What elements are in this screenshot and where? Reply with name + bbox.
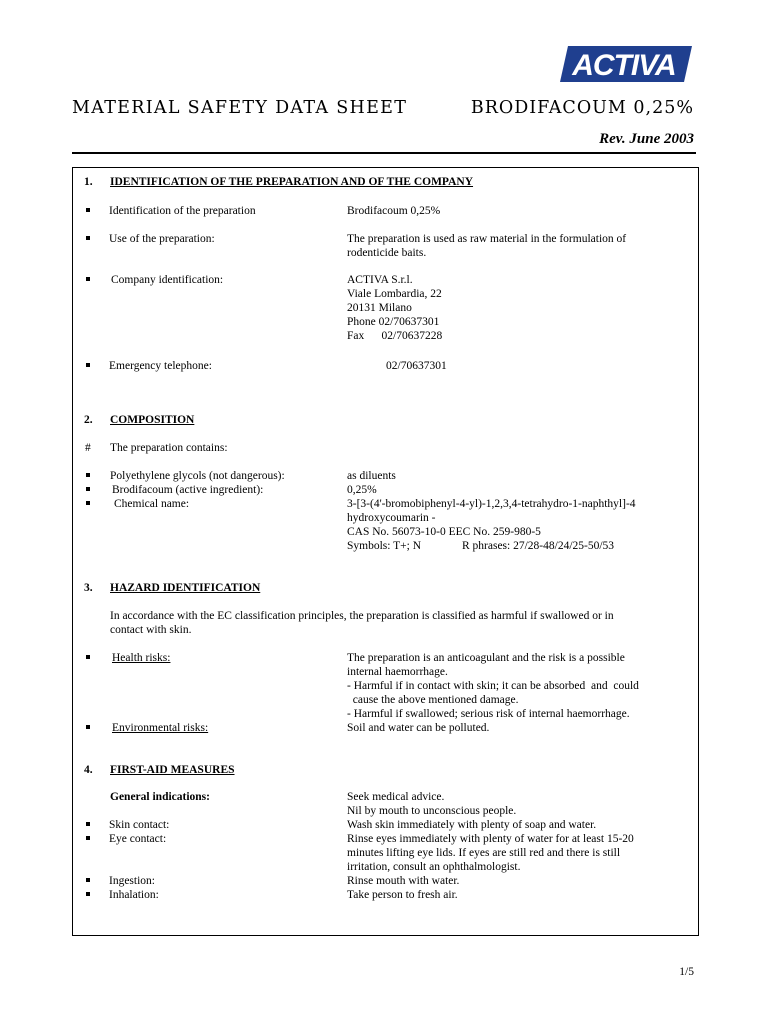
bullet: [86, 725, 90, 729]
company-phone: Phone 02/70637301: [347, 316, 440, 328]
s1-identification-label: Identification of the preparation: [109, 205, 256, 217]
logo-text: ACTIVA: [572, 49, 676, 82]
s2-chemical-label: Chemical name:: [114, 498, 190, 510]
s4-eye-line: irritation, consult an ophthalmologist.: [347, 861, 521, 873]
s4-general-line: Nil by mouth to unconscious people.: [347, 805, 517, 817]
s2-brodifacoum-value: 0,25%: [347, 484, 377, 496]
s1-company-label: Company identification:: [111, 274, 224, 286]
bullet: [86, 473, 90, 477]
s1-use-value-line: rodenticide baits.: [347, 247, 427, 259]
revision-date: Rev. June 2003: [599, 131, 694, 147]
header-rule: [72, 152, 696, 154]
s2-rphrases: R phrases: 27/28-48/24/25-50/53: [462, 540, 615, 552]
bullet: [86, 487, 90, 491]
s2-chemical-line: 3-[3-(4'-bromobiphenyl-4-yl)-1,2,3,4-tetrahydro-1-naphthyl]-4: [347, 498, 636, 510]
section-4-title: FIRST-AID MEASURES: [110, 764, 235, 776]
company-fax: Fax 02/70637228: [347, 330, 443, 342]
s3-env-label: Environmental risks:: [112, 722, 209, 734]
s2-chemical-line: hydroxycoumarin -: [347, 512, 436, 524]
bullet: [86, 363, 90, 367]
section-3-title: HAZARD IDENTIFICATION: [110, 582, 261, 594]
company-city: 20131 Milano: [347, 302, 412, 314]
activa-logo: [560, 44, 692, 84]
section-1-title: IDENTIFICATION OF THE PREPARATION AND OF THE COMPANY: [110, 176, 474, 188]
company-name: ACTIVA S.r.l.: [347, 274, 413, 286]
section-1-number: 1.: [84, 176, 93, 188]
s2-peg-label: Polyethylene glycols (not dangerous):: [110, 470, 285, 482]
s1-emergency-label: Emergency telephone:: [109, 360, 212, 372]
bullet: [86, 655, 90, 659]
s3-health-line: cause the above mentioned damage.: [347, 694, 519, 706]
s4-ingestion-label: Ingestion:: [109, 875, 155, 887]
bullet: [86, 501, 90, 505]
s4-skin-label: Skin contact:: [109, 819, 170, 831]
s4-eye-line: minutes lifting eye lids. If eyes are still red and there is still: [347, 847, 621, 859]
bullet: [86, 277, 90, 281]
s3-health-label: Health risks:: [112, 652, 171, 664]
s2-brodifacoum-label: Brodifacoum (active ingredient):: [112, 484, 264, 496]
s3-env-value: Soil and water can be polluted.: [347, 722, 490, 734]
s1-emergency-value: 02/70637301: [386, 360, 447, 372]
s3-health-line: - Harmful if swallowed; serious risk of internal haemorrhage.: [347, 708, 630, 720]
s3-health-line: The preparation is an anticoagulant and the risk is a possible: [347, 652, 625, 664]
bullet: [86, 236, 90, 240]
bullet: [86, 822, 90, 826]
s2-cas-line: CAS No. 56073-10-0 EEC No. 259-980-5: [347, 526, 541, 538]
section-3-number: 3.: [84, 582, 93, 594]
bullet: [86, 878, 90, 882]
page-number: 1/5: [679, 966, 694, 978]
s4-inhalation-value: Take person to fresh air.: [347, 889, 458, 901]
s4-eye-line: Rinse eyes immediately with plenty of water for at least 15-20: [347, 833, 634, 845]
s4-ingestion-value: Rinse mouth with water.: [347, 875, 460, 887]
s4-general-line: Seek medical advice.: [347, 791, 445, 803]
s3-health-line: internal haemorrhage.: [347, 666, 448, 678]
bullet: [86, 836, 90, 840]
s3-intro-line: contact with skin.: [110, 624, 192, 636]
section-2-number: 2.: [84, 414, 93, 426]
s2-peg-value: as diluents: [347, 470, 396, 482]
s4-general-label: General indications:: [110, 791, 210, 803]
s4-inhalation-label: Inhalation:: [109, 889, 159, 901]
section-2-title: COMPOSITION: [110, 414, 195, 426]
document-title: MATERIAL SAFETY DATA SHEET: [72, 98, 408, 118]
s3-health-line: - Harmful if in contact with skin; it can be absorbed and could: [347, 680, 639, 692]
s1-use-value-line: The preparation is used as raw material in the formulation of: [347, 233, 627, 245]
s4-skin-value: Wash skin immediately with plenty of soap and water.: [347, 819, 597, 831]
bullet: [86, 208, 90, 212]
bullet: [86, 892, 90, 896]
s2-contains: The preparation contains:: [110, 442, 228, 454]
section-4-number: 4.: [84, 764, 93, 776]
s1-identification-value: Brodifacoum 0,25%: [347, 205, 441, 217]
s4-eye-label: Eye contact:: [109, 833, 167, 845]
hash-marker: #: [85, 442, 91, 454]
s3-intro-line: In accordance with the EC classification principles, the preparation is classified as harmful if swallowed or in: [110, 610, 614, 622]
product-title: BRODIFACOUM 0,25%: [470, 98, 694, 118]
s2-symbols: Symbols: T+; N: [347, 540, 422, 552]
s1-use-label: Use of the preparation:: [109, 233, 215, 245]
company-address: Viale Lombardia, 22: [347, 288, 442, 300]
